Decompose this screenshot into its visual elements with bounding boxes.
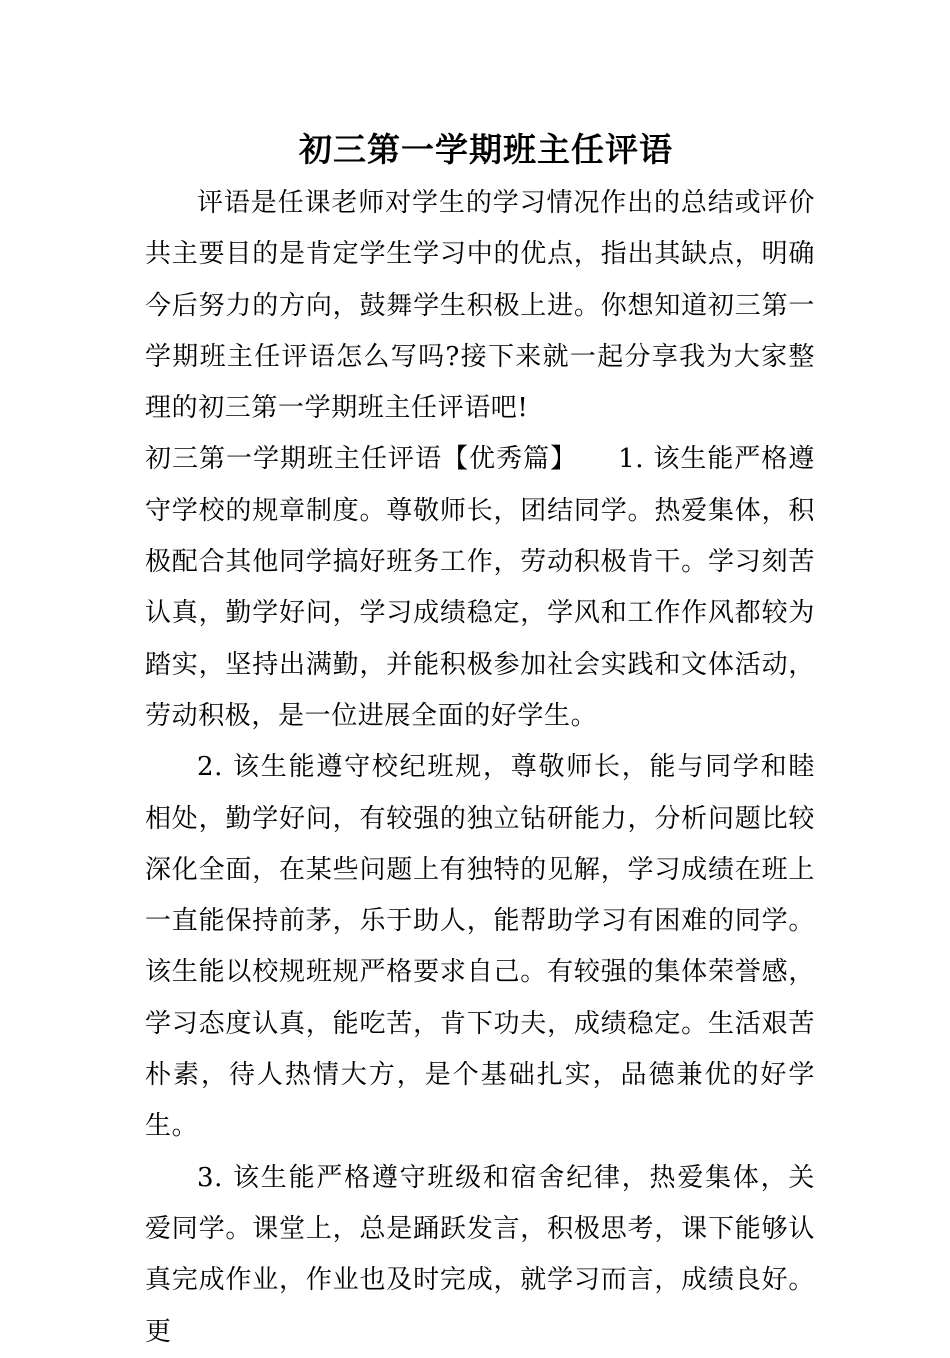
item-1-text: 1. 该生能严格遵守学校的规章制度。尊敬师长，团结同学。热爱集体，积极配合其他同学搞好班务工作，劳动积极肯干。学习刻苦认真，勤学好问，学习成绩稳定，学风和工作作风都较为踏实，坚持出满勤，并能积极参加社会实践和文体活动，劳动积极，是一位进展全面的好学生。 (145, 444, 816, 731)
intro-paragraph: 评语是任课老师对学生的学习情况作出的总结或评价共主要目的是肯定学生学习中的优点，指出其缺点，明确今后努力的方向，鼓舞学生积极上进。你想知道初三第一学期班主任评语怎么写吗?接下来就一起分享我为大家整理的初三第一学期班主任评语吧! (145, 188, 815, 424)
section-heading: 初三第一学期班主任评语【优秀篇】 (145, 444, 565, 475)
document-page (145, 122, 815, 1358)
item-3-paragraph: 3. 该生能严格遵守班级和宿舍纪律，热爱集体，关爱同学。课堂上，总是踊跃发言，积极思考，课下能够认真完成作业，作业也及时完成，就学习而言，成绩良好。更 (145, 1162, 815, 1347)
section-paragraph (145, 434, 815, 742)
document-title: 初三第一学期班主任评语 (299, 130, 673, 169)
item-2-paragraph: 2. 该生能遵守校纪班规，尊敬师长，能与同学和睦相处，勤学好问，有较强的独立钻研能力，分析问题比较深化全面，在某些问题上有独特的见解，学习成绩在班上一直能保持前茅，乐于助人，能帮助学习有困难的同学。该生能以校规班规严格要求自己。有较强的集体荣誉感，学习态度认真，能吃苦，肯下功夫，成绩稳定。生活艰苦朴素，待人热情大方，是个基础扎实，品德兼优的好学生。 (145, 752, 815, 1142)
